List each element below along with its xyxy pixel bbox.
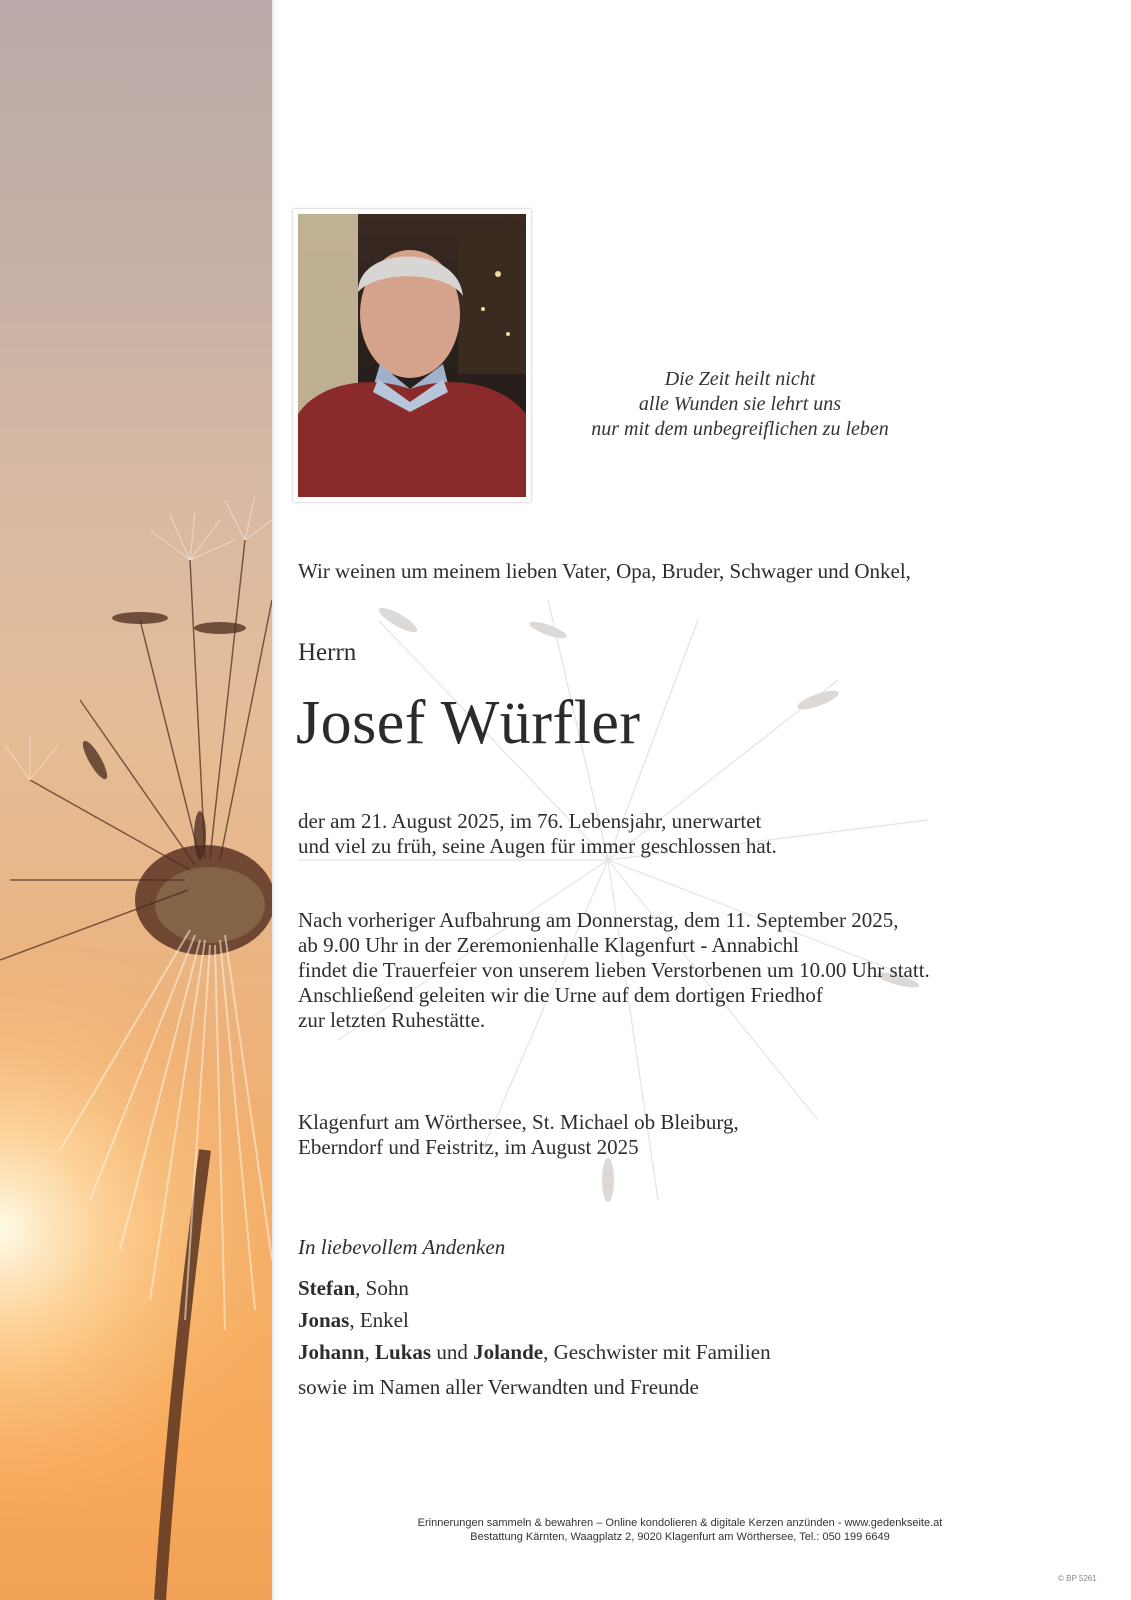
memorial-quote (560, 367, 920, 442)
footer-line: Bestattung Kärnten, Waagplatz 2, 9020 Klagenfurt am Wörthersee, Tel.: 050 199 6649 (470, 1531, 890, 1543)
family-member-name: Jonas (298, 1308, 350, 1332)
quote-line: nur mit dem unbegreiflichen zu leben (591, 418, 889, 440)
document-code: © BP 5261 (1058, 1574, 1097, 1583)
dandelion-sunset-band (0, 0, 272, 1600)
relatives-line: sowie im Namen aller Verwandten und Freunde (298, 1375, 699, 1399)
place-and-date: Klagenfurt am Wörthersee, St. Michael ob Bleiburg, Eberndorf und Feistritz, im August 2025 (298, 1110, 739, 1159)
dandelion-illustration (0, 0, 272, 1600)
salutation: Herrn (298, 639, 357, 666)
ceremony-details: Nach vorheriger Aufbahrung am Donnerstag, dem 11. September 2025, ab 9.00 Uhr in der Zeremonienhalle Klagenfurt - Annabichl findet die Trauerfeier von unserem lieben Verstorbenen um 10.00 Uhr statt. Anschließend geleiten wir die Urne auf dem dortigen Friedhof zur letzten Ruhestätte. (298, 908, 930, 1032)
deceased-name: Josef Würfler (296, 689, 641, 757)
portrait-photo (298, 214, 526, 497)
quote-line: Die Zeit heilt nicht (664, 368, 816, 390)
death-notice: der am 21. August 2025, im 76. Lebensjahr, unerwartet und viel zu früh, seine Augen für immer geschlossen hat. (298, 809, 777, 858)
family-member-line: Johann, Lukas und Jolande, Geschwister mit Familien (298, 1340, 771, 1364)
family-list (298, 1272, 771, 1368)
quote-line: alle Wunden sie lehrt uns (638, 393, 842, 415)
family-member-name: Jolande (473, 1340, 544, 1364)
footer-line: Erinnerungen sammeln & bewahren – Online kondolieren & digitale Kerzen anzünden - www.gedenkseite.at (417, 1517, 943, 1529)
family-member-line: Jonas, Enkel (298, 1308, 409, 1332)
family-member-name: Stefan (298, 1276, 356, 1300)
family-member-name: Johann (298, 1340, 365, 1364)
portrait-photo-frame (293, 209, 531, 502)
intro-text: Wir weinen um meinem lieben Vater, Opa, Bruder, Schwager und Onkel, (298, 559, 911, 583)
funeral-home-footer (280, 1516, 1080, 1544)
family-member-line: Stefan, Sohn (298, 1276, 409, 1300)
memory-heading: In liebevollem Andenken (298, 1235, 506, 1259)
family-member-name: Lukas (375, 1340, 432, 1364)
